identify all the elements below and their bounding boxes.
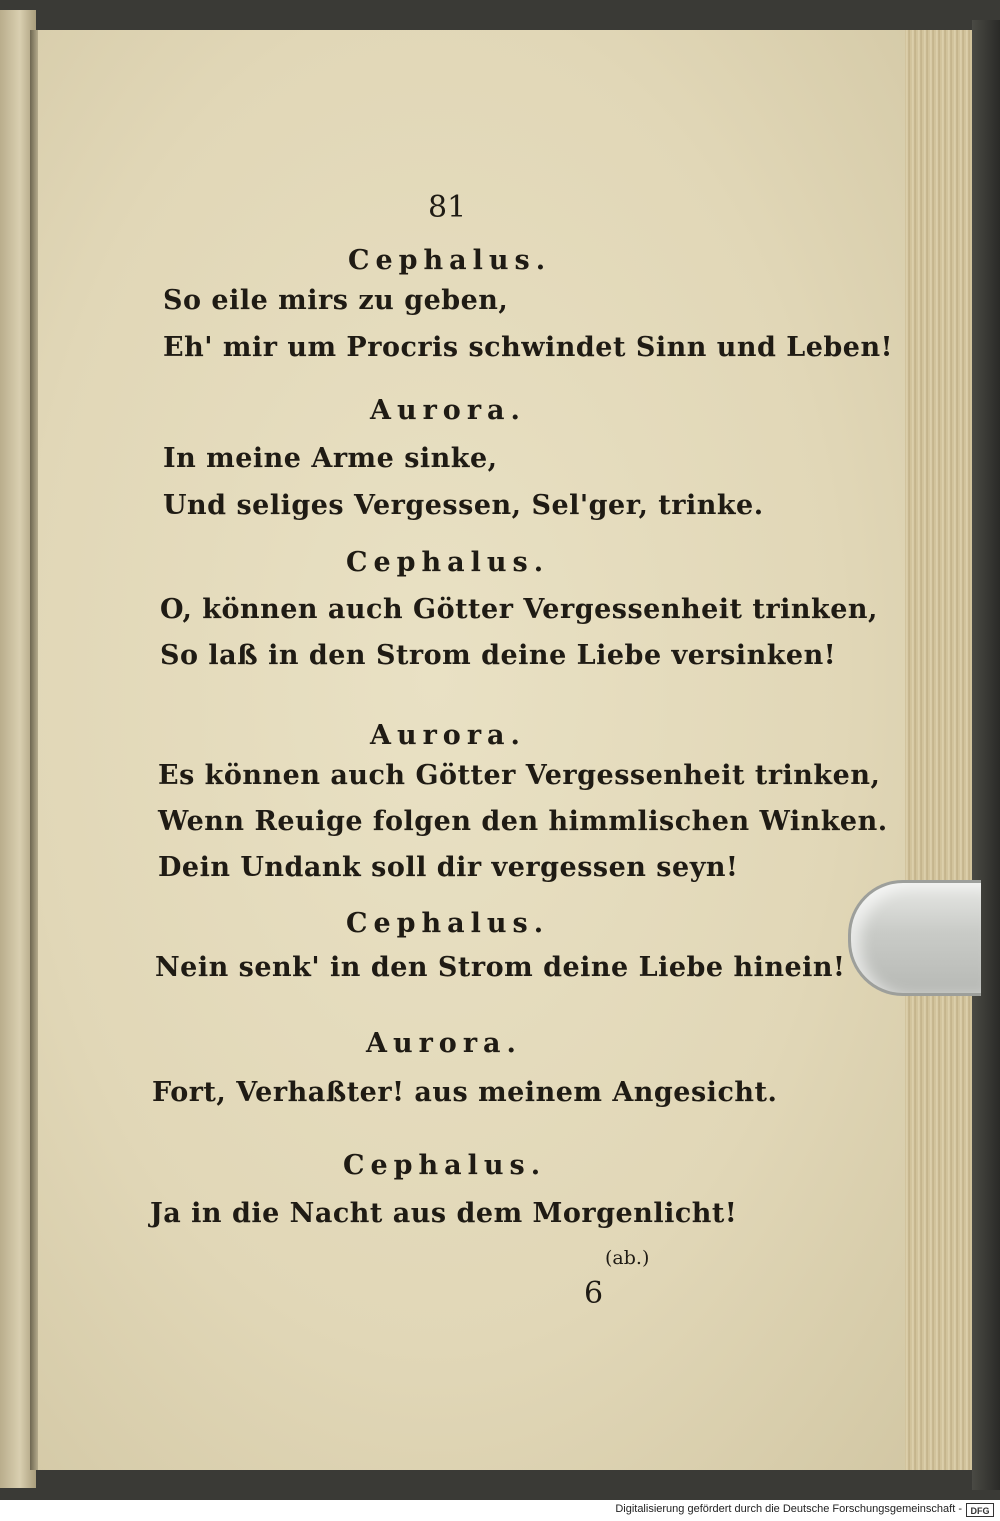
verse-line: So eile mirs zu geben, bbox=[163, 285, 509, 316]
speaker-name: Cephalus. bbox=[343, 1150, 547, 1181]
verse-line: Wenn Reuige folgen den himmlischen Winken. bbox=[158, 806, 888, 837]
speaker-name: Cephalus. bbox=[346, 547, 550, 578]
speaker-name: Aurora. bbox=[370, 395, 526, 426]
speaker-name: Aurora. bbox=[366, 1028, 522, 1059]
page-edges-stack bbox=[905, 30, 973, 1470]
scan-background bbox=[972, 20, 1000, 1490]
verse-line: Dein Undank soll dir vergessen seyn! bbox=[158, 852, 739, 883]
signature-mark: 6 bbox=[584, 1276, 604, 1311]
page-number: 81 bbox=[428, 190, 467, 225]
speaker-name: Aurora. bbox=[370, 720, 526, 751]
verse-line: In meine Arme sinke, bbox=[163, 443, 498, 474]
verse-line: Fort, Verhaßter! aus meinem Angesicht. bbox=[152, 1077, 778, 1108]
verse-line: So laß in den Strom deine Liebe versinken! bbox=[160, 640, 837, 671]
speaker-name: Cephalus. bbox=[346, 908, 550, 939]
verse-line: Ja in die Nacht aus dem Morgenlicht! bbox=[150, 1198, 738, 1229]
stage-direction: (ab.) bbox=[605, 1247, 650, 1269]
verse-line: Es können auch Götter Vergessenheit trinken, bbox=[158, 760, 881, 791]
verse-line: O, können auch Götter Vergessenheit trinken, bbox=[160, 594, 878, 625]
book-clip bbox=[848, 880, 981, 996]
funding-credit: Digitalisierung gefördert durch die Deutsche Forschungsgemeinschaft - bbox=[615, 1503, 962, 1515]
speaker-name: Cephalus. bbox=[348, 245, 552, 276]
verse-line: Und seliges Vergessen, Sel'ger, trinke. bbox=[163, 490, 764, 521]
verse-line: Nein senk' in den Strom deine Liebe hinein! bbox=[155, 952, 846, 983]
footer-bar bbox=[0, 1500, 1000, 1521]
verse-line: Eh' mir um Procris schwindet Sinn und Leben! bbox=[163, 332, 893, 363]
dfg-logo-icon: DFG bbox=[966, 1503, 994, 1517]
